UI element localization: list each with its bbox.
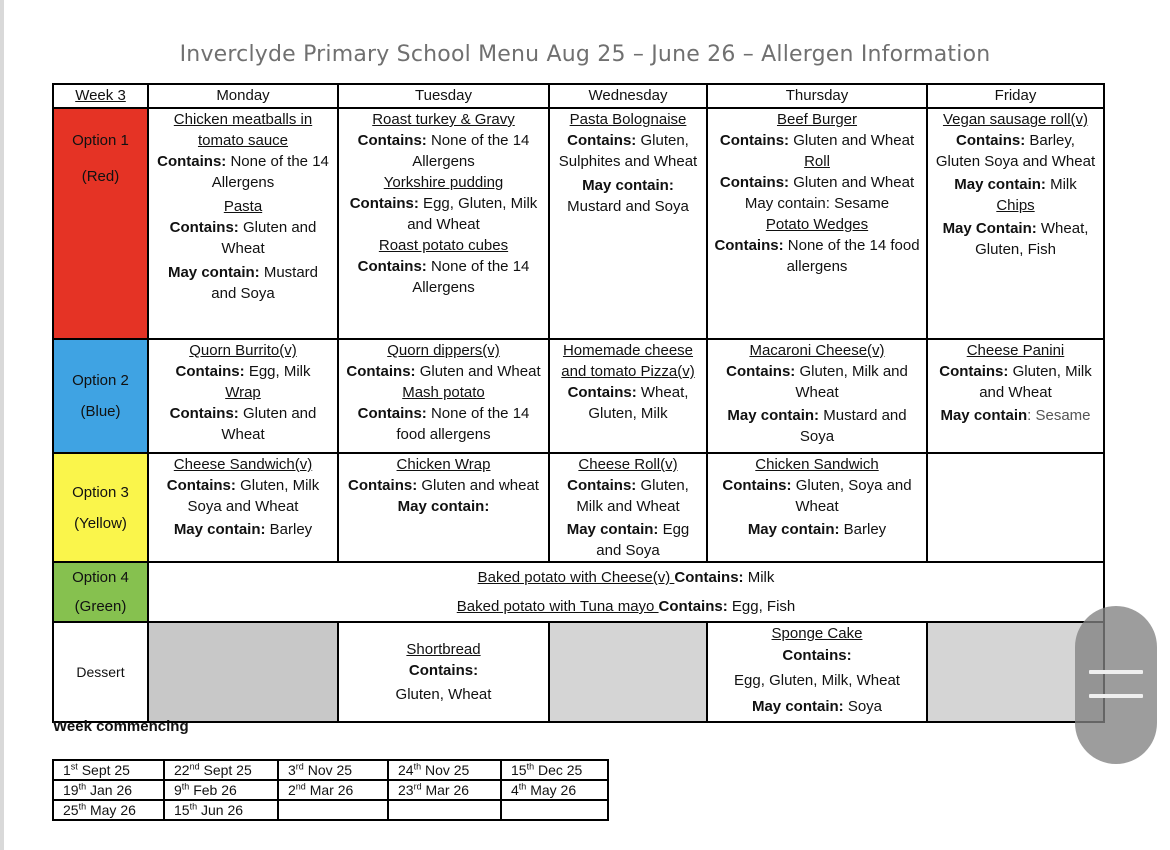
- option-1-monday: Chicken meatballs in tomato sauce Contains: None of the 14 Allergens Pasta Contains: Gluten and Wheat May contain: Mustard and Soya: [148, 108, 338, 339]
- dessert-tuesday: Shortbread Contains: Gluten, Wheat: [338, 622, 549, 722]
- option-3-label: Option 3 (Yellow): [53, 453, 148, 562]
- week-date-empty: [388, 800, 501, 820]
- option-2-row: [53, 339, 1104, 453]
- week-date: 19th Jan 26: [53, 780, 164, 800]
- option-4-all-week: Baked potato with Cheese(v) Contains: Milk Baked potato with Tuna mayo Contains: Egg, Fish: [148, 562, 1104, 622]
- page-edge: [0, 0, 4, 850]
- week-date: 3rd Nov 25: [278, 760, 388, 780]
- week-row: [53, 760, 608, 780]
- option-3-row: [53, 453, 1104, 562]
- option-1-tuesday: Roast turkey & Gravy Contains: None of the 14 Allergens Yorkshire pudding Contains: Egg, Gluten, Milk and Wheat Roast potato cubes Contains: None of the 14 Allergens: [338, 108, 549, 339]
- week-commencing-label: Week commencing: [53, 718, 189, 735]
- week-date: 15th Jun 26: [164, 800, 278, 820]
- option-2-friday: Cheese Panini Contains: Gluten, Milk and Wheat May contain: Sesame: [927, 339, 1104, 453]
- dessert-wednesday-empty: [549, 622, 707, 722]
- week-date: 25th May 26: [53, 800, 164, 820]
- week-date: 24th Nov 25: [388, 760, 501, 780]
- dessert-label: Dessert: [53, 622, 148, 722]
- week-label: Week 3: [53, 84, 148, 108]
- option-2-monday: Quorn Burrito(v) Contains: Egg, Milk Wrap Contains: Gluten and Wheat: [148, 339, 338, 453]
- option-4-label: Option 4 (Green): [53, 562, 148, 622]
- option-2-label: Option 2 (Blue): [53, 339, 148, 453]
- week-commencing-table: [52, 759, 609, 821]
- week-row: [53, 800, 608, 820]
- option-2-tuesday: Quorn dippers(v) Contains: Gluten and Wheat Mash potato Contains: None of the 14 food allergens: [338, 339, 549, 453]
- option-1-thursday: Beef Burger Contains: Gluten and Wheat Roll Contains: Gluten and Wheat May contain: Sesame Potato Wedges Contains: None of the 14 food allergens: [707, 108, 927, 339]
- option-3-tuesday: Chicken Wrap Contains: Gluten and wheat May contain:: [338, 453, 549, 562]
- dessert-row: [53, 622, 1104, 722]
- header-row: [53, 84, 1104, 108]
- option-1-label: Option 1 (Red): [53, 108, 148, 339]
- option-3-monday: Cheese Sandwich(v) Contains: Gluten, Milk Soya and Wheat May contain: Barley: [148, 453, 338, 562]
- option-3-friday: [927, 453, 1104, 562]
- week-date: 23rd Mar 26: [388, 780, 501, 800]
- day-friday: Friday: [927, 84, 1104, 108]
- dessert-monday-empty: [148, 622, 338, 722]
- option-2-thursday: Macaroni Cheese(v) Contains: Gluten, Milk and Wheat May contain: Mustard and Soya: [707, 339, 927, 453]
- option-1-row: [53, 108, 1104, 339]
- week-date-empty: [501, 800, 608, 820]
- day-thursday: Thursday: [707, 84, 927, 108]
- option-2-wednesday: Homemade cheese and tomato Pizza(v) Contains: Wheat, Gluten, Milk: [549, 339, 707, 453]
- scroll-handle-icon[interactable]: [1075, 606, 1157, 764]
- option-1-friday: Vegan sausage roll(v) Contains: Barley, Gluten Soya and Wheat May contain: Milk Chips May Contain: Wheat, Gluten, Fish: [927, 108, 1104, 339]
- day-wednesday: Wednesday: [549, 84, 707, 108]
- scroll-handle-line-icon: [1089, 694, 1143, 698]
- dessert-thursday: Sponge Cake Contains: Egg, Gluten, Milk, Wheat May contain: Soya: [707, 622, 927, 722]
- week-date: 9th Feb 26: [164, 780, 278, 800]
- week-date: 2nd Mar 26: [278, 780, 388, 800]
- option-3-wednesday: Cheese Roll(v) Contains: Gluten, Milk and Wheat May contain: Egg and Soya: [549, 453, 707, 562]
- page-title: Inverclyde Primary School Menu Aug 25 – June 26 – Allergen Information: [179, 42, 991, 67]
- week-date: 4th May 26: [501, 780, 608, 800]
- week-row: [53, 780, 608, 800]
- day-monday: Monday: [148, 84, 338, 108]
- option-3-thursday: Chicken Sandwich Contains: Gluten, Soya and Wheat May contain: Barley: [707, 453, 927, 562]
- day-tuesday: Tuesday: [338, 84, 549, 108]
- week-date: 15th Dec 25: [501, 760, 608, 780]
- option-1-wednesday: Pasta Bolognaise Contains: Gluten, Sulphites and Wheat May contain: Mustard and Soya: [549, 108, 707, 339]
- scroll-handle-line-icon: [1089, 670, 1143, 674]
- week-date-empty: [278, 800, 388, 820]
- week-date: 22nd Sept 25: [164, 760, 278, 780]
- week-date: 1st Sept 25: [53, 760, 164, 780]
- menu-table: [52, 83, 1105, 723]
- option-4-row: [53, 562, 1104, 622]
